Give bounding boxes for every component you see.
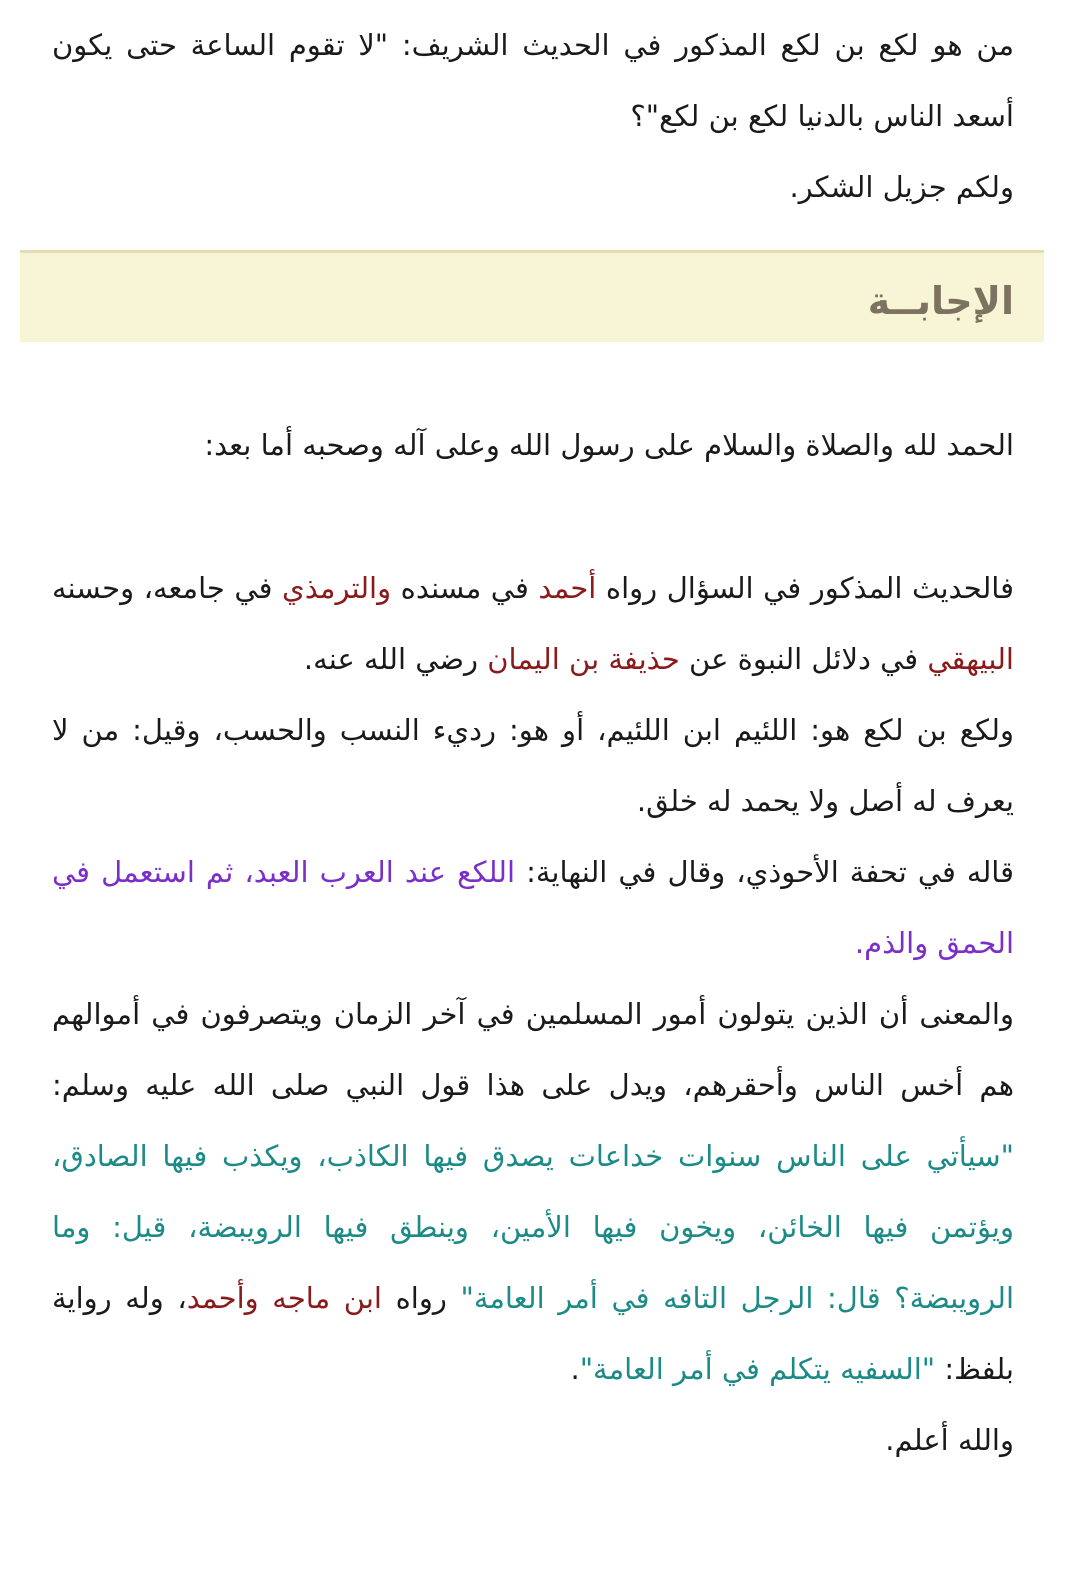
hadith-quote: "سيأتي على الناس سنوات خداعات يصدق فيها الكاذب، ويكذب فيها الصادق، ويؤتمن فيها الخائن، ويخون فيها الأمين، وينطق فيها الرويبضة، قيل: وما الرويبضة؟ قال: الرجل التافه في أمر العامة" [52,1139,1015,1315]
text-segment: . [570,1352,580,1386]
paragraph-meaning [52,979,1014,1405]
text-segment: في جامعه، وحسنه [52,571,282,605]
text-segment: قاله في تحفة الأحوذي، وقال في النهاية: [515,855,1014,889]
text-segment: ، وله رواية بلفظ: [52,1281,1014,1386]
paragraph-hadith-source [52,553,1014,695]
question-section [52,10,1014,223]
text-segment: رضي الله عنه. [303,642,488,676]
narrator-link-bayhaqi[interactable]: البيهقي [927,642,1014,676]
narrator-link-tirmidhi[interactable]: والترمذي [282,571,392,605]
answer-body [52,553,1014,1476]
text-segment: رواه [381,1281,461,1315]
text-segment: فالحديث المذكور في السؤال رواه [596,571,1015,605]
question-text: من هو لكع بن لكع المذكور في الحديث الشريف: "لا تقوم الساعة حتى يكون أسعد الناس بالدنيا لكع بن لكع"؟ [52,28,1014,133]
question-thanks: ولكم جزيل الشكر. [789,170,1014,204]
nihaya-quote: اللكع عند العرب العبد، ثم استعمل في الحمق والذم. [52,855,1014,960]
answer-header [20,250,1044,342]
companion-link-hudhayfa[interactable]: حذيفة بن اليمان [487,642,680,676]
hadith-quote-2: "السفيه يتكلم في أمر العامة" [579,1352,936,1386]
answer-title: الإجابــة [867,279,1014,323]
paragraph-nihaya [52,837,1014,979]
paragraph-definition: ولكع بن لكع هو: اللئيم ابن اللئيم، أو هو: رديء النسب والحسب، وقيل: من لا يعرف له أصل ولا يحمد له خلق. [52,713,1014,818]
text-segment: والمعنى أن الذين يتولون أمور المسلمين في آخر الزمان ويتصرفون في أموالهم هم أخس الناس وأحقرهم، ويدل على هذا قول النبي صلى الله عليه وسلم: [52,997,1014,1102]
answer-intro: الحمد لله والصلاة والسلام على رسول الله وعلى آله وصحبه أما بعد: [204,428,1014,462]
closing-text: والله أعلم. [885,1423,1014,1457]
narrator-link-ahmad[interactable]: أحمد [538,571,597,605]
text-segment: في مسنده [391,571,539,605]
narrator-link-ibn-majah-ahmad[interactable]: ابن ماجه وأحمد [186,1281,382,1315]
text-segment: في دلائل النبوة عن [679,642,928,676]
answer-intro-section [52,410,1014,481]
